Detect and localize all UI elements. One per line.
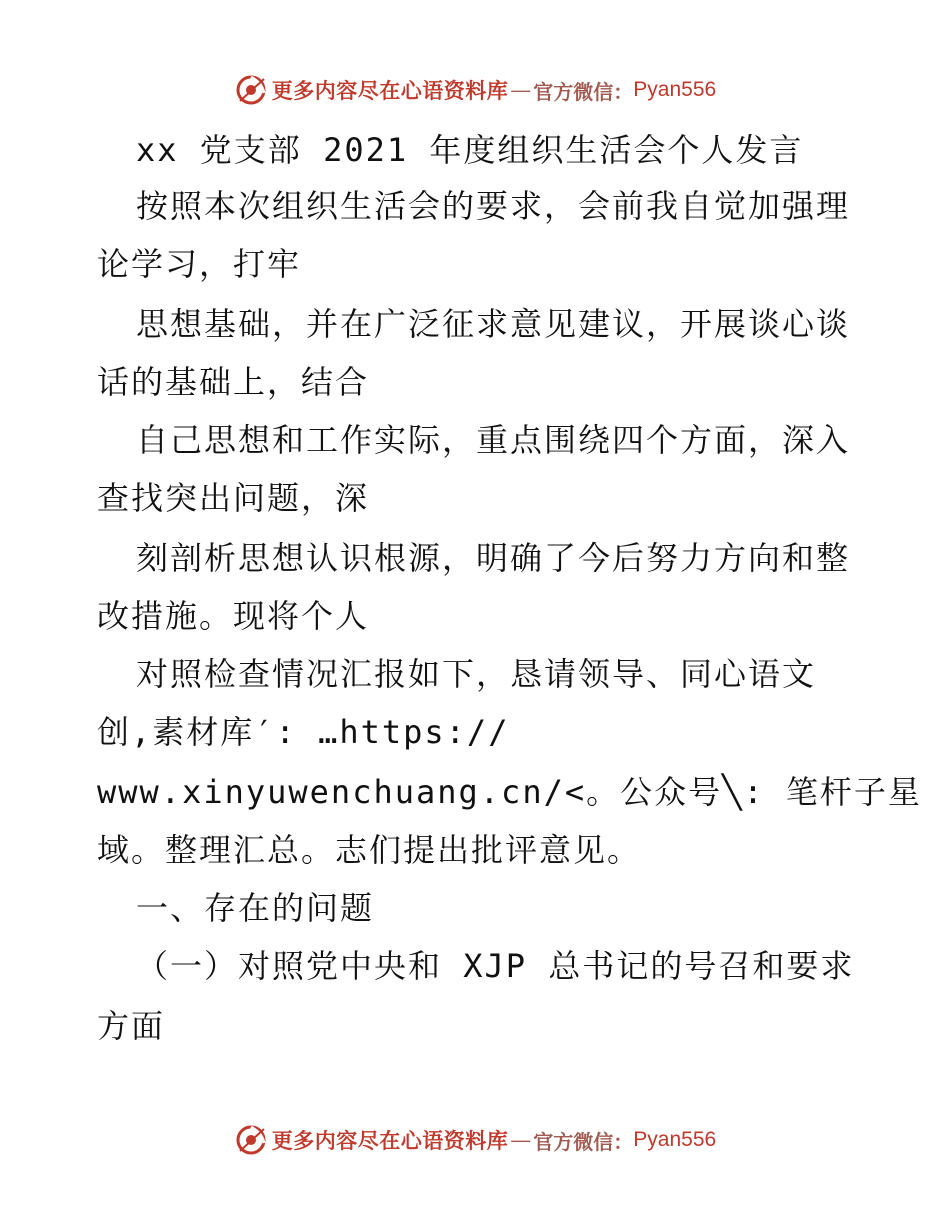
banner-wechat-label: 官方微信： (533, 1129, 634, 1154)
paragraph-line: 域。整理汇总。志们提出批评意见。 (97, 831, 642, 869)
paragraph-line: 按照本次组织生活会的要求，会前我自觉加强理 (136, 187, 851, 225)
paragraph-line: 刻剖析思想认识根源，明确了今后努力方向和整 (136, 539, 851, 577)
header-banner (0, 70, 950, 110)
paragraph-line: 自己思想和工作实际，重点围绕四个方面，深入 (136, 421, 851, 459)
paragraph-line: 话的基础上，结合 (97, 363, 370, 401)
document-title: xx 党支部 2021 年度组织生活会个人发言 (136, 131, 804, 169)
paragraph-line: 改措施。现将个人 (97, 597, 370, 635)
paragraph-line: 创,素材库′: …https:// (97, 713, 510, 751)
paragraph-line: 查找突出问题，深 (97, 479, 370, 517)
section-heading: 一、存在的问题 (136, 889, 375, 927)
banner-separator: — (510, 78, 532, 102)
brand-logo-icon (234, 1123, 268, 1157)
banner-wechat-label: 官方微信： (533, 79, 634, 104)
paragraph-line: 对照检查情况汇报如下，恳请领导、同心语文 (136, 655, 817, 693)
banner-separator: — (510, 1128, 532, 1152)
banner-wechat-id: Pyan556 (633, 78, 717, 101)
paragraph-line: 方面 (97, 1007, 166, 1045)
subsection-heading: （一）对照党中央和 XJP 总书记的号召和要求 (136, 947, 855, 985)
footer-banner (0, 1120, 950, 1160)
banner-title: 更多内容尽在心语资料库 (271, 1128, 509, 1153)
paragraph-line: 思想基础，并在广泛征求意见建议，开展谈心谈 (136, 305, 851, 343)
paragraph-line: www.xinyuwenchuang.cn/<。公众号╲: 笔杆子星 (97, 773, 922, 811)
banner-wechat-id: Pyan556 (633, 1128, 717, 1151)
brand-logo-icon (234, 73, 268, 107)
paragraph-line: 论学习，打牢 (97, 245, 302, 283)
banner-title: 更多内容尽在心语资料库 (271, 78, 509, 103)
